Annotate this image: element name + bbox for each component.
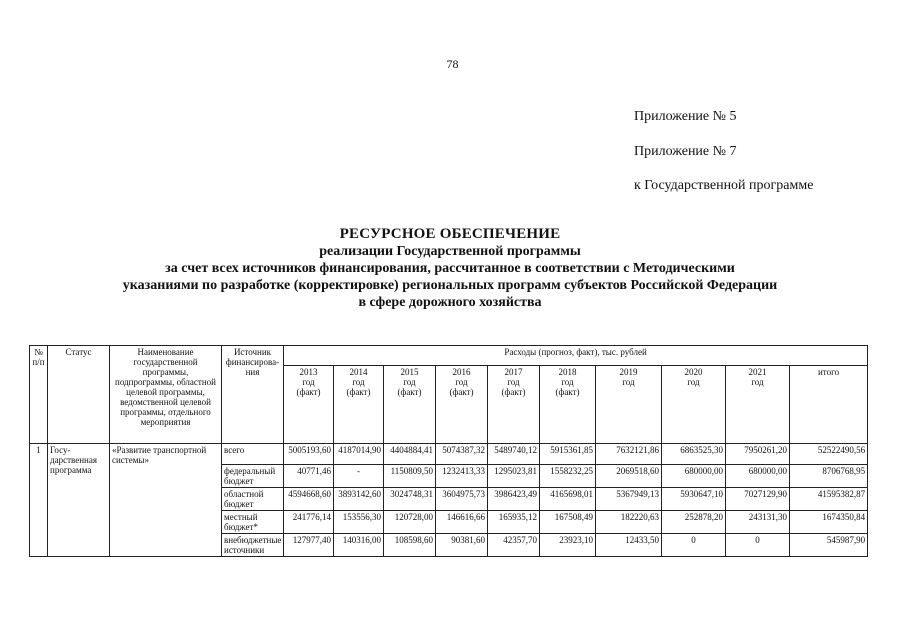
header-year-2020 xyxy=(662,366,726,444)
value-cell: 40771,46 xyxy=(284,465,334,488)
value-cell: 5367949,13 xyxy=(596,488,662,511)
header-expenses: Расходы (прогноз, факт), тыс. рублей xyxy=(284,346,868,366)
header-year-year: 2018 xyxy=(558,367,577,377)
value-cell: 252878,20 xyxy=(662,511,726,534)
value-cell: 52522490,56 xyxy=(790,444,868,465)
value-cell: 41595382,87 xyxy=(790,488,868,511)
header-year-year: 2016 xyxy=(452,367,471,377)
header-year-kind: (факт) xyxy=(397,387,422,397)
value-cell: 2069518,60 xyxy=(596,465,662,488)
header-year-year: 2017 xyxy=(504,367,523,377)
header-num: № п/п xyxy=(30,346,48,444)
value-cell: 3024748,31 xyxy=(384,488,436,511)
value-cell: 3986423,49 xyxy=(488,488,540,511)
value-cell: 90381,60 xyxy=(436,534,488,557)
value-cell: 7950261,20 xyxy=(726,444,790,465)
value-cell: 108598,60 xyxy=(384,534,436,557)
title-line-3: за счет всех источников финансирования, рассчитанное в соответствии с Методическими xyxy=(165,261,735,276)
value-cell: 146616,66 xyxy=(436,511,488,534)
header-year-unit: год xyxy=(352,377,365,387)
page-number: 78 xyxy=(446,57,459,71)
source-label: внебюджетные источники xyxy=(222,534,284,557)
header-year-kind: (факт) xyxy=(296,387,321,397)
source-label: местный бюджет* xyxy=(222,511,284,534)
header-year-kind: (факт) xyxy=(501,387,526,397)
header-year-year: 2020 xyxy=(684,367,703,377)
value-cell: 4594668,60 xyxy=(284,488,334,511)
value-cell: 165935,12 xyxy=(488,511,540,534)
value-cell: 3604975,73 xyxy=(436,488,488,511)
value-cell: 0 xyxy=(662,534,726,557)
value-cell: 140316,00 xyxy=(334,534,384,557)
header-year-unit: год xyxy=(507,377,520,387)
value-cell: 545987,90 xyxy=(790,534,868,557)
header-year-unit: год xyxy=(687,377,700,387)
header-year-year: 2021 xyxy=(748,367,767,377)
header-year-year: 2014 xyxy=(349,367,368,377)
value-cell: 4187014,90 xyxy=(334,444,384,465)
value-cell: 1150809,50 xyxy=(384,465,436,488)
header-year-unit: год xyxy=(302,377,315,387)
resource-table xyxy=(29,345,868,557)
header-year-2019 xyxy=(596,366,662,444)
value-cell: 5915361,85 xyxy=(540,444,596,465)
header-year-2021 xyxy=(726,366,790,444)
header-year-unit: год xyxy=(561,377,574,387)
value-cell: 153556,30 xyxy=(334,511,384,534)
document-title xyxy=(40,226,860,311)
value-cell: 127977,40 xyxy=(284,534,334,557)
value-cell: 1674350,84 xyxy=(790,511,868,534)
title-line-2: реализации Государственной программы xyxy=(319,244,581,259)
value-cell: 3893142,60 xyxy=(334,488,384,511)
header-year-year: 2013 xyxy=(299,367,318,377)
value-cell: 680000,00 xyxy=(726,465,790,488)
source-label: областной бюджет xyxy=(222,488,284,511)
header-year-unit: год xyxy=(455,377,468,387)
header-year-kind: (факт) xyxy=(555,387,580,397)
header-year-unit: год xyxy=(403,377,416,387)
source-label: всего xyxy=(222,444,284,465)
header-year-2014 xyxy=(334,366,384,444)
header-total: итого xyxy=(790,366,868,444)
annex-line-2: Приложение № 7 xyxy=(634,144,737,159)
value-cell: 120728,00 xyxy=(384,511,436,534)
source-label: федеральный бюджет xyxy=(222,465,284,488)
table-row xyxy=(30,444,868,465)
header-year-unit: год xyxy=(622,377,635,387)
header-year-2018 xyxy=(540,366,596,444)
header-source: Источник финансирова-ния xyxy=(222,346,284,444)
title-line-1: РЕСУРСНОЕ ОБЕСПЕЧЕНИЕ xyxy=(339,226,561,242)
value-cell: 1558232,25 xyxy=(540,465,596,488)
value-cell: 243131,30 xyxy=(726,511,790,534)
value-cell: 5930647,10 xyxy=(662,488,726,511)
value-cell: 4404884,41 xyxy=(384,444,436,465)
value-cell: 5489740,12 xyxy=(488,444,540,465)
value-cell: 42357,70 xyxy=(488,534,540,557)
header-year-unit: год xyxy=(751,377,764,387)
header-year-kind: (факт) xyxy=(449,387,474,397)
title-line-5: в сфере дорожного хозяйства xyxy=(358,295,542,310)
value-cell: - xyxy=(334,465,384,488)
value-cell: 5074387,32 xyxy=(436,444,488,465)
value-cell: 7027129,90 xyxy=(726,488,790,511)
value-cell: 6863525,30 xyxy=(662,444,726,465)
annex-line-3: к Государственной программе xyxy=(634,178,814,193)
header-year-kind: (факт) xyxy=(346,387,371,397)
header-year-2013 xyxy=(284,366,334,444)
header-status: Статус xyxy=(48,346,110,444)
row-status: Госу-дарственная программа xyxy=(48,444,110,557)
value-cell: 241776,14 xyxy=(284,511,334,534)
header-name: Наименование государственной программы, подпрограммы, областной целевой программы, ведомственной целевой программы, отдельного мероприятия xyxy=(110,346,222,444)
annex-line-1: Приложение № 5 xyxy=(634,109,737,124)
header-year-year: 2019 xyxy=(619,367,638,377)
row-name: «Развитие транспортной системы» xyxy=(110,444,222,557)
header-year-2016 xyxy=(436,366,488,444)
title-line-4: указаниями по разработке (корректировке) региональных программ субъектов Российской Федерации xyxy=(122,278,778,293)
row-num: 1 xyxy=(30,444,48,557)
value-cell: 12433,50 xyxy=(596,534,662,557)
value-cell: 4165698,01 xyxy=(540,488,596,511)
value-cell: 7632121,86 xyxy=(596,444,662,465)
value-cell: 680000,00 xyxy=(662,465,726,488)
value-cell: 167508,49 xyxy=(540,511,596,534)
header-year-2017 xyxy=(488,366,540,444)
value-cell: 8706768,95 xyxy=(790,465,868,488)
value-cell: 0 xyxy=(726,534,790,557)
value-cell: 1232413,33 xyxy=(436,465,488,488)
value-cell: 23923,10 xyxy=(540,534,596,557)
value-cell: 182220,63 xyxy=(596,511,662,534)
header-year-2015 xyxy=(384,366,436,444)
value-cell: 5005193,60 xyxy=(284,444,334,465)
value-cell: 1295023,81 xyxy=(488,465,540,488)
header-year-year: 2015 xyxy=(400,367,419,377)
